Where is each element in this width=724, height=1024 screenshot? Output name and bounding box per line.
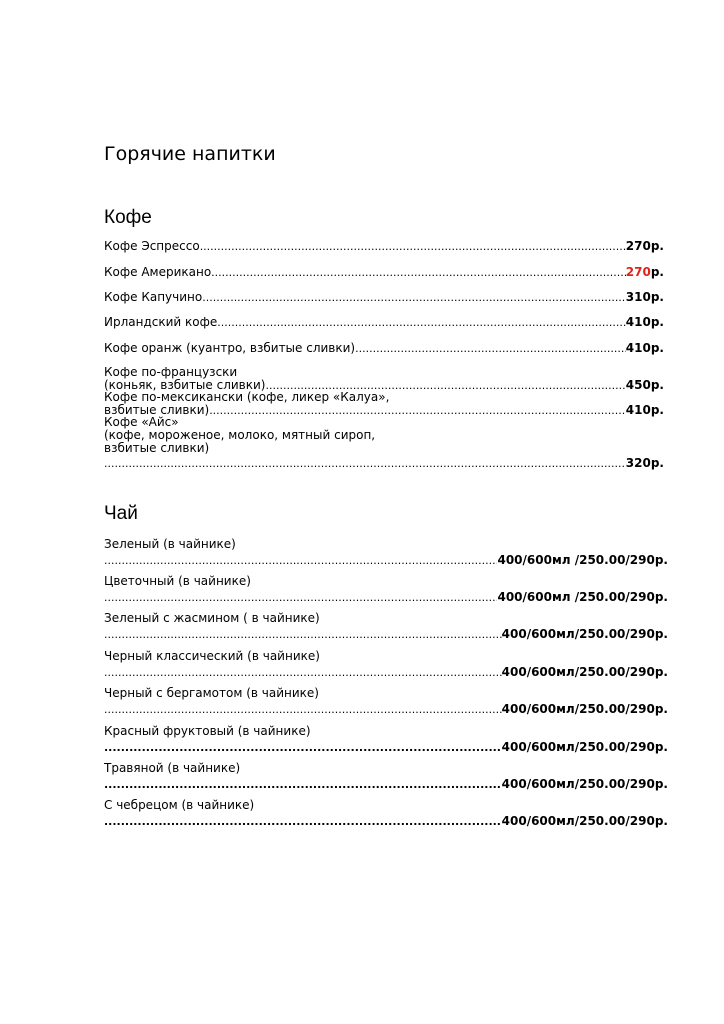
item-price: 400/600мл/250.00/290р. [501, 778, 668, 791]
menu-item-ice-coffee [104, 416, 664, 470]
menu-item-irish-coffee [104, 316, 664, 329]
dot-leader [104, 778, 502, 791]
item-name-line [104, 416, 664, 429]
item-price: 400/600мл/250.00/290р. [501, 628, 668, 641]
item-name-line [104, 538, 668, 551]
dot-leader [104, 741, 502, 754]
item-name: Зеленый (в чайнике) [104, 538, 236, 551]
dot-leader [104, 457, 626, 470]
item-name: Черный с бергамотом (в чайнике) [104, 687, 319, 700]
dot-leader [104, 591, 497, 604]
menu-item-orange-coffee [104, 342, 664, 355]
item-price: 400/600мл /250.00/290р. [497, 591, 668, 604]
item-description: взбитые сливки) [104, 442, 210, 455]
item-price: 310р. [625, 291, 664, 304]
menu-item-mexican-coffee [104, 391, 664, 417]
menu-item-black-classic-tea [104, 650, 668, 679]
dot-leader [217, 316, 626, 329]
item-price: 400/600мл/250.00/290р. [501, 741, 668, 754]
item-name: Черный классический (в чайнике) [104, 650, 320, 663]
menu-item-green-tea [104, 538, 668, 567]
item-price: 400/600мл/250.00/290р. [501, 703, 668, 716]
item-name-line [104, 725, 668, 738]
item-name: С чебрецом (в чайнике) [104, 799, 255, 812]
item-name: Цветочный (в чайнике) [104, 575, 251, 588]
dot-leader [355, 342, 626, 355]
item-name: Кофе по-французски [104, 366, 238, 379]
dot-leader [104, 666, 502, 679]
item-price: 320р. [625, 457, 664, 470]
item-name: Ирландский кофе [104, 316, 218, 329]
item-description: (кофе, мороженое, молоко, мятный сироп, [104, 429, 376, 442]
menu-item-espresso [104, 240, 664, 253]
menu-item-french-coffee [104, 366, 664, 392]
item-price: 410р. [625, 404, 664, 417]
dot-leader [104, 815, 502, 828]
item-price [626, 266, 664, 279]
item-price-value: 270 [625, 266, 651, 279]
dot-leader [104, 628, 502, 641]
item-name: Кофе Американо [104, 266, 212, 279]
item-name: Кофе Эспрессо [104, 240, 200, 253]
item-price: 410р. [625, 342, 664, 355]
menu-item-fruit-tea [104, 725, 668, 754]
item-name: Кофе «Айс» [104, 416, 179, 429]
dot-leader [200, 240, 626, 253]
item-name-line [104, 391, 664, 404]
page-title: Горячие напитки [104, 143, 276, 165]
item-name-line [104, 612, 668, 625]
tea-section-title: Чай [104, 503, 138, 524]
dot-leader [202, 291, 626, 304]
item-name: Травяной (в чайнике) [104, 762, 241, 775]
item-name: Кофе по-мексикански (кофе, ликер «Калуа», [104, 391, 390, 404]
item-price: 400/600мл /250.00/290р. [497, 554, 668, 567]
item-name: Кофе оранж (куантро, взбитые сливки) [104, 342, 356, 355]
item-description-line [104, 442, 664, 455]
item-name: Зеленый с жасмином ( в чайнике) [104, 612, 320, 625]
coffee-section-title: Кофе [104, 207, 152, 228]
item-price: 400/600мл/250.00/290р. [501, 666, 668, 679]
dot-leader [104, 703, 502, 716]
item-price: 410р. [625, 316, 664, 329]
item-price: 270р. [625, 240, 664, 253]
menu-item-americano [104, 266, 664, 279]
dot-leader [211, 266, 626, 279]
menu-item-thyme-tea [104, 799, 668, 828]
item-description: взбитые сливки) [104, 404, 210, 417]
item-price: 400/600мл/250.00/290р. [501, 815, 668, 828]
item-description: (коньяк, взбитые сливки) [104, 379, 266, 392]
item-name-line [104, 762, 668, 775]
menu-item-cappuccino [104, 291, 664, 304]
item-price-suffix: р. [650, 266, 664, 279]
dot-leader [104, 554, 497, 567]
item-name: Кофе Капучино [104, 291, 203, 304]
menu-item-jasmine-tea [104, 612, 668, 641]
menu-item-flower-tea [104, 575, 668, 604]
item-name-line [104, 650, 668, 663]
item-price: 450р. [625, 379, 664, 392]
item-name-line [104, 687, 668, 700]
item-name-line [104, 366, 664, 379]
item-name: Красный фруктовый (в чайнике) [104, 725, 311, 738]
menu-item-herbal-tea [104, 762, 668, 791]
item-name-line [104, 799, 668, 812]
item-description-line [104, 429, 664, 442]
menu-item-bergamot-tea [104, 687, 668, 716]
item-name-line [104, 575, 668, 588]
